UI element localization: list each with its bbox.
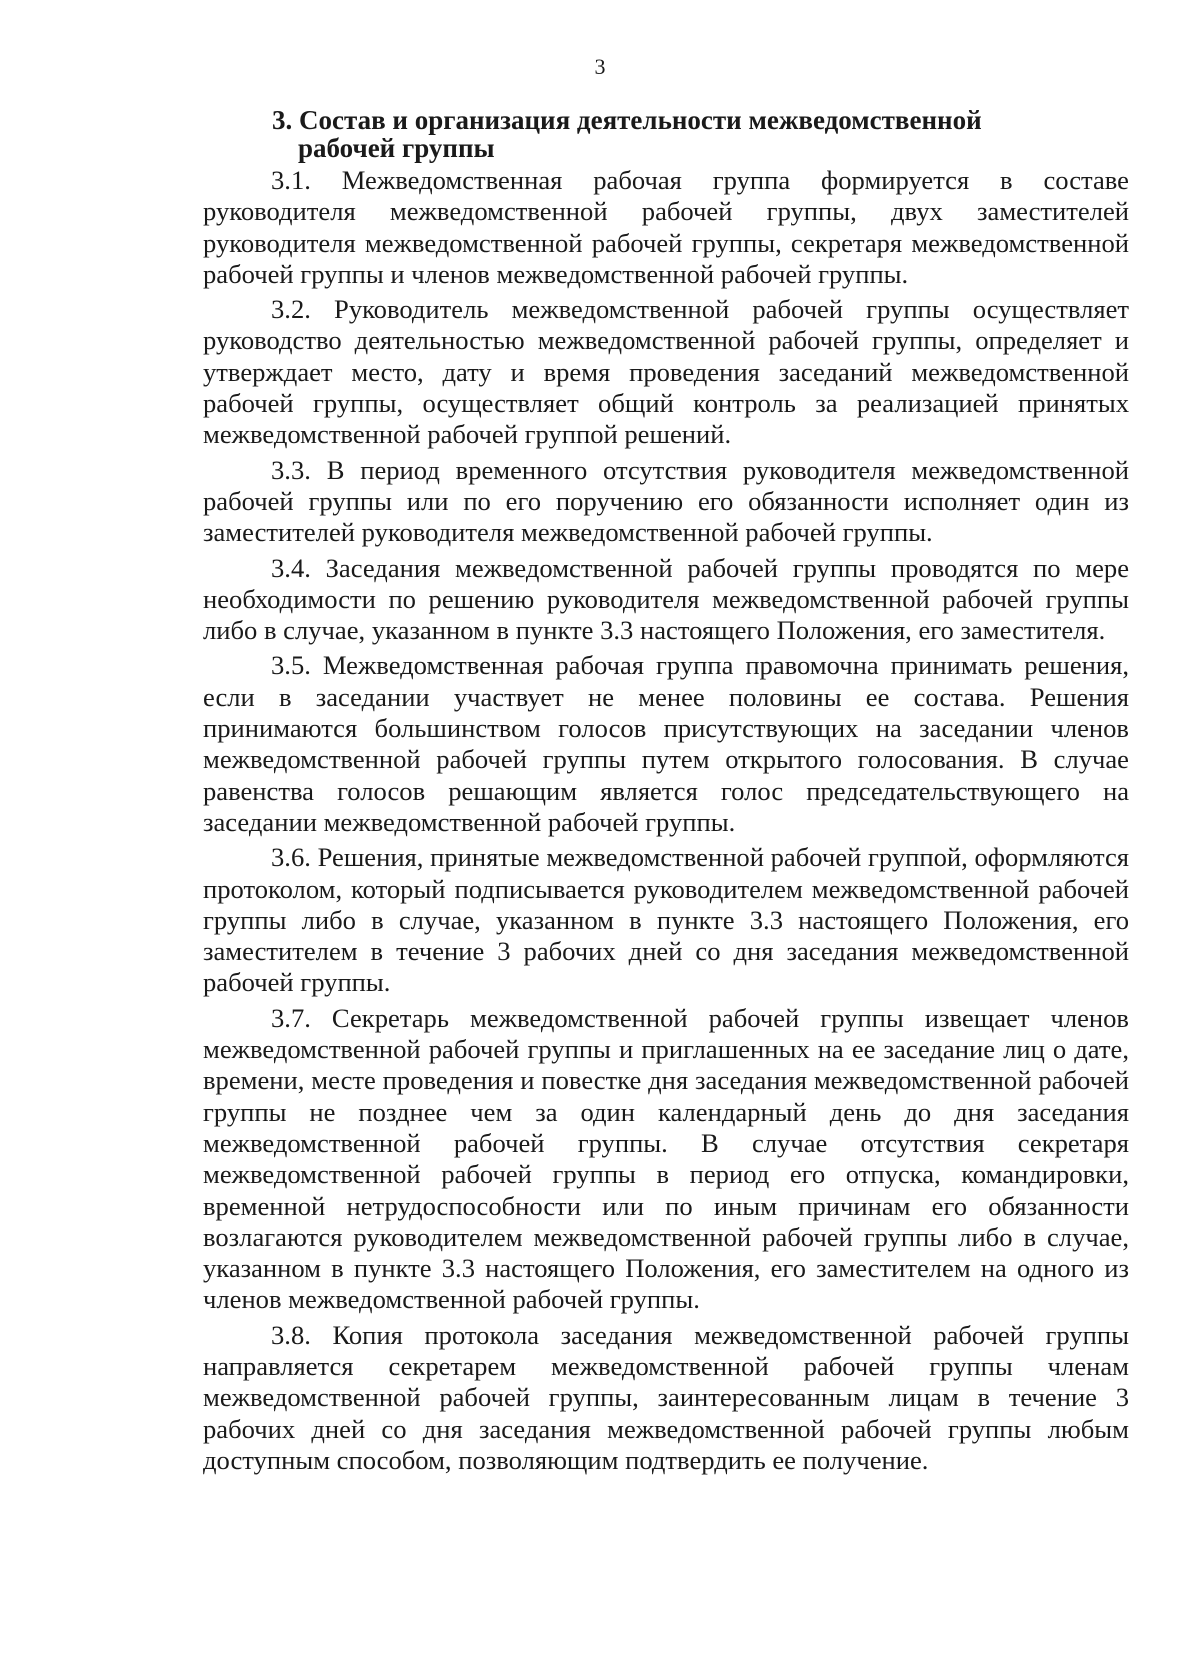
- section-heading-line-2: рабочей группы: [298, 133, 495, 163]
- paragraph-3-4: 3.4. Заседания межведомственной рабочей группы проводятся по мере необходимости по решению руководителя межведомственной рабочей группы либо в случае, указанном в пункте 3.3 настоящего Положения, его заместителя.: [203, 552, 1129, 646]
- section-heading-line-1: 3. Состав и организация деятельности межведомственной: [272, 105, 982, 135]
- section-heading: [272, 106, 1032, 162]
- paragraph-3-2: 3.2. Руководитель межведомственной рабочей группы осуществляет руководство деятельностью межведомственной рабочей группы, определяет и утверждает место, дату и время проведения заседаний межведомственной рабочей группы, осуществляет общий контроль за реализацией принятых межведомственной рабочей группой решений.: [203, 294, 1129, 450]
- page-number: 3: [594, 54, 606, 79]
- paragraph-3-7: 3.7. Секретарь межведомственной рабочей группы извещает членов межведомственной рабочей группы и приглашенных на ее заседание лиц о дате, времени, месте проведения и повестке дня заседания межведомственной рабочей группы не позднее чем за один календарный день до дня заседания межведомственной рабочей группы. В случае отсутствия секретаря межведомственной рабочей группы в период его отпуска, командировки, временной нетрудоспособности или по иным причинам его обязанности возлагаются руководителем межведомственной рабочей группы либо в случае, указанном в пункте 3.3 настоящего Положения, его заместителем на одного из членов межведомственной рабочей группы.: [203, 1002, 1129, 1315]
- paragraph-3-1: 3.1. Межведомственная рабочая группа формируется в составе руководителя межведомственной рабочей группы, двух заместителей руководителя межведомственной рабочей группы, секретаря межведомственной рабочей группы и членов межведомственной рабочей группы.: [203, 165, 1129, 289]
- paragraph-3-6: 3.6. Решения, принятые межведомственной рабочей группой, оформляются протоколом, который подписывается руководителем межведомственной рабочей группы либо в случае, указанном в пункте 3.3 настоящего Положения, его заместителем в течение 3 рабочих дней со дня заседания межведомственной рабочей группы.: [203, 842, 1129, 998]
- document-body: [203, 165, 1129, 1480]
- paragraph-3-8: 3.8. Копия протокола заседания межведомственной рабочей группы направляется секретарем межведомственной рабочей группы членам межведомственной рабочей группы, заинтересованным лицам в течение 3 рабочих дней со дня заседания межведомственной рабочей группы любым доступным способом, позволяющим подтвердить ее получение.: [203, 1319, 1129, 1475]
- paragraph-3-5: 3.5. Межведомственная рабочая группа правомочна принимать решения, если в заседании участвует не менее половины ее состава. Решения принимаются большинством голосов присутствующих на заседании членов межведомственной рабочей группы путем открытого голосования. В случае равенства голосов решающим является голос председательствующего на заседании межведомственной рабочей группы.: [203, 650, 1129, 837]
- paragraph-3-3: 3.3. В период временного отсутствия руководителя межведомственной рабочей группы или по его поручению его обязанности исполняет один из заместителей руководителя межведомственной рабочей группы.: [203, 454, 1129, 548]
